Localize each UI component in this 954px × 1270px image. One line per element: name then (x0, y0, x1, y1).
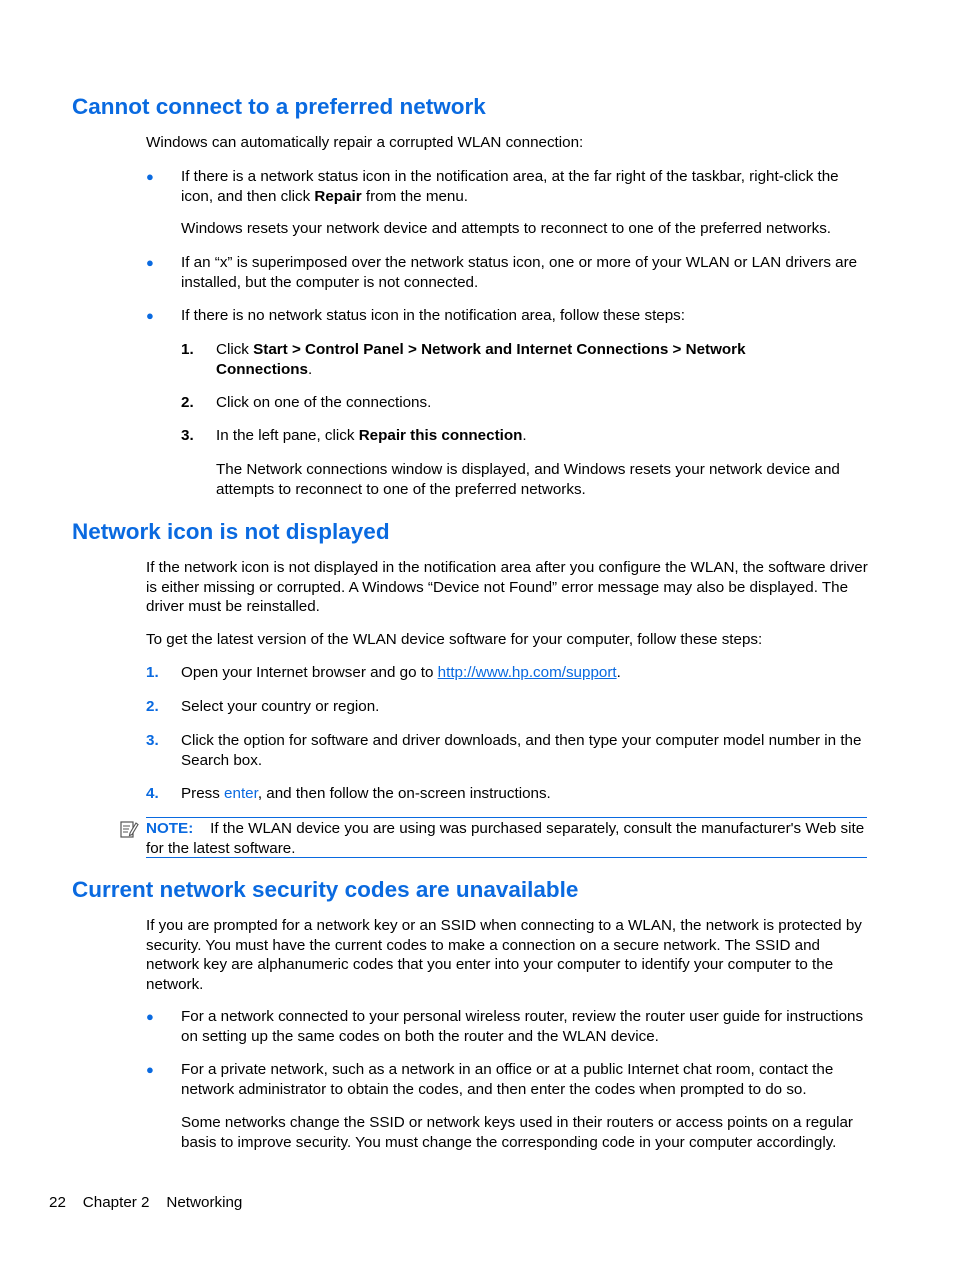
chapter-label: Chapter 2 (82, 1194, 150, 1211)
step-number: 2. (146, 698, 159, 715)
section1-bullet1: If there is a network status icon in the notification area, at the far right of the taskbar, right-click the icon, and then click Repair from the menu. (181, 168, 839, 205)
step-number: 1. (146, 664, 159, 681)
section1-bullet3: If there is no network status icon in the notification area, follow these steps: (181, 307, 685, 324)
heading-security-codes: Current network security codes are unavailable (72, 877, 579, 902)
step-number: 4. (146, 785, 159, 802)
bullet-marker: ● (146, 169, 154, 184)
section2-step3: Click the option for software and driver downloads, and then type your computer model number in the Search box. (181, 732, 862, 769)
note-text: NOTE: If the WLAN device you are using was purchased separately, consult the manufacturer's Web site for the latest software. (146, 820, 865, 857)
page-number: 22 (49, 1194, 66, 1211)
note-box (146, 817, 867, 858)
section2-para1: If the network icon is not displayed in the notification area after you configure the WLAN, the software driver is either missing or corrupted. A Windows “Device not Found” error message may also be displayed. The driver must be reinstalled. (146, 559, 868, 615)
section2-step4: Press enter, and then follow the on-screen instructions. (181, 785, 551, 802)
section1-step3: In the left pane, click Repair this connection. (216, 427, 527, 444)
heading-cannot-connect: Cannot connect to a preferred network (72, 94, 486, 119)
section1-step2: Click on one of the connections. (216, 394, 432, 411)
heading-network-icon: Network icon is not displayed (72, 519, 390, 544)
hp-support-link[interactable]: http://www.hp.com/support (437, 664, 617, 681)
section1-step3-followup: The Network connections window is displayed, and Windows resets your network device and attempts to reconnect to one of the preferred networks. (216, 461, 840, 498)
note-icon (119, 819, 139, 839)
section3-bullet2: For a private network, such as a network in an office or at a public Internet chat room, contact the network administrator to obtain the codes, and then enter the codes when prompted to do so. (181, 1061, 834, 1098)
step-number: 3. (146, 732, 159, 749)
section3-para1: If you are prompted for a network key or an SSID when connecting to a WLAN, the network is protected by security. You must have the current codes to make a connection on a secure network. The SSID and network key are alphanumeric codes that you enter into your computer to identify your computer to the network. (146, 917, 862, 993)
section1-intro: Windows can automatically repair a corrupted WLAN connection: (146, 134, 584, 151)
step-number: 2. (181, 394, 194, 411)
enter-key-label: enter (224, 785, 258, 802)
bullet-marker: ● (146, 255, 154, 270)
section2-step1: Open your Internet browser and go to http://www.hp.com/support. (181, 664, 621, 681)
bullet-marker: ● (146, 1062, 154, 1077)
section3-bullet1: For a network connected to your personal wireless router, review the router user guide for instructions on setting up the same codes on both the router and the WLAN device. (181, 1008, 864, 1045)
page-footer (49, 1193, 242, 1213)
section1-bullet2: If an “x” is superimposed over the network status icon, one or more of your WLAN or LAN drivers are installed, but the computer is not connected. (181, 254, 858, 291)
chapter-title: Networking (166, 1194, 243, 1211)
note-label: NOTE: (146, 820, 194, 837)
section3-followup: Some networks change the SSID or network keys used in their routers or access points on a regular basis to improve security. You must change the corresponding code in your computer accordingly. (181, 1114, 853, 1151)
section1-step1: Click Start > Control Panel > Network and Internet Connections > Network Connections. (216, 341, 746, 378)
step-number: 3. (181, 427, 194, 444)
bullet-marker: ● (146, 1009, 154, 1024)
bullet-marker: ● (146, 308, 154, 323)
section1-bullet1-followup: Windows resets your network device and attempts to reconnect to one of the preferred networks. (181, 220, 832, 237)
section2-step2: Select your country or region. (181, 698, 380, 715)
step-number: 1. (181, 341, 194, 358)
section2-para2: To get the latest version of the WLAN device software for your computer, follow these steps: (146, 631, 763, 648)
